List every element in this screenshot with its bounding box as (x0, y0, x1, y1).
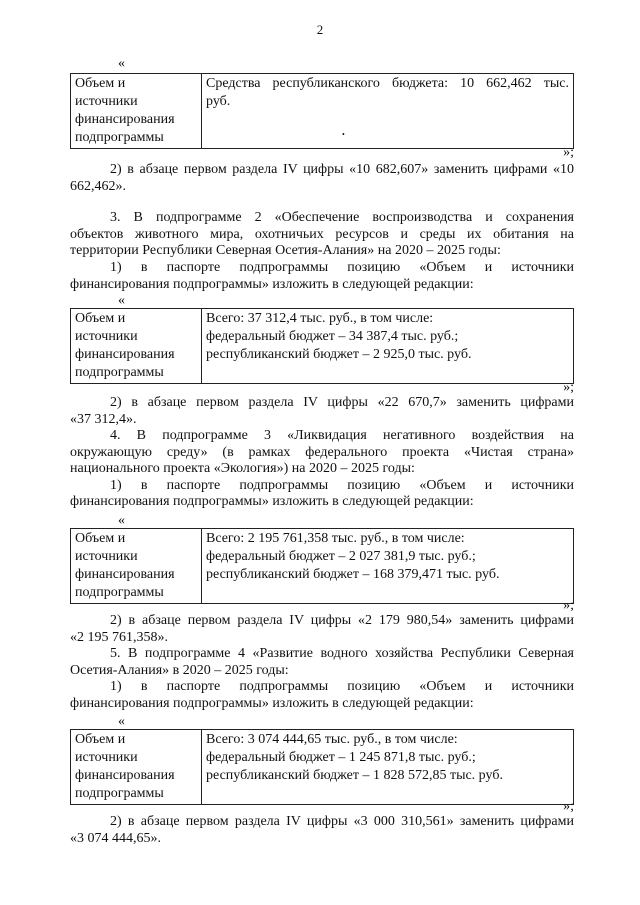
paragraph (70, 395, 574, 428)
paragraph (70, 210, 574, 260)
paragraph (70, 814, 574, 847)
label-line: источники (75, 750, 138, 765)
paragraph (70, 613, 574, 646)
text-line: 1) в паспорте подпрограммы позицию «Объем и источники (110, 260, 574, 275)
paragraph (70, 260, 574, 293)
passport-value-cell (202, 74, 574, 149)
passport-table-4 (70, 729, 574, 805)
label-line: подпрограммы (75, 786, 164, 801)
label-line: подпрограммы (75, 585, 164, 600)
value-line: республиканский бюджет – 168 379,471 тыс. руб. (206, 567, 500, 582)
value-line: Средства республиканского бюджета: 10 662,462 тыс. (206, 76, 569, 91)
label-line: Объем и (75, 531, 126, 546)
label-line: финансирования (75, 768, 175, 783)
close-quote: »; (563, 799, 574, 814)
passport-label-cell (71, 529, 202, 604)
text-line: 4. В подпрограмме 3 «Ликвидация негативного воздействия на (110, 428, 574, 443)
value-line: республиканский бюджет – 1 828 572,85 тыс. руб. (206, 768, 503, 783)
paragraph: 2) в абзаце первом раздела IV цифры «10 682,607» заменить цифрами «10 662,462». (70, 162, 574, 194)
paragraph (70, 428, 574, 511)
open-quote: « (118, 56, 125, 71)
text-line: «37 312,4». (70, 411, 137, 427)
close-quote: »; (563, 145, 574, 160)
text-line: Осетия-Алания» в 2020 – 2025 годы: (70, 662, 289, 678)
text-line: 1) в паспорте подпрограммы позицию «Объем и источники (110, 679, 574, 694)
value-line: республиканский бюджет – 2 925,0 тыс. руб. (206, 347, 472, 362)
open-quote: « (118, 714, 125, 729)
label-line: источники (75, 329, 138, 344)
value-line: руб. (206, 94, 231, 109)
close-quote: »; (563, 598, 574, 613)
passport-table-2 (70, 308, 574, 384)
paragraph (70, 646, 574, 712)
text-line: национального проекта «Экология») на 2020 – 2025 годы: (70, 461, 415, 476)
label-line: Объем и (75, 732, 126, 747)
text-line: 2) в абзаце первом раздела IV цифры «2 179 980,54» заменить цифрами (110, 613, 574, 628)
open-quote: « (118, 293, 125, 308)
close-quote: »; (563, 380, 574, 395)
label-line: источники (75, 94, 138, 109)
label-line: подпрограммы (75, 130, 164, 145)
stray-mark: • (342, 130, 345, 139)
text-line: 3. В подпрограмме 2 «Обеспечение воспроизводства и сохранения (110, 210, 574, 225)
passport-label-cell (71, 74, 202, 149)
text-line: окружающую среду» (в рамках федерального проекта «Чистая страна» (70, 444, 574, 460)
label-line: финансирования (75, 112, 175, 127)
passport-label-cell (71, 730, 202, 805)
text-line: финансирования подпрограммы» изложить в следующей редакции: (70, 695, 474, 711)
text-line: территории Республики Северная Осетия-Алания» на 2020 – 2025 годы: (70, 243, 501, 258)
value-line: федеральный бюджет – 34 387,4 тыс. руб.; (206, 329, 459, 344)
text-line: «3 074 444,65». (70, 830, 161, 846)
value-line: Всего: 3 074 444,65 тыс. руб., в том числе: (206, 732, 458, 747)
text-line: 5. В подпрограмме 4 «Развитие водного хозяйства Республики Северная (110, 646, 574, 661)
text-line: 2) в абзаце первом раздела IV цифры «3 000 310,561» заменить цифрами (110, 814, 574, 829)
page-number: 2 (316, 22, 324, 37)
passport-table-3 (70, 528, 574, 604)
text-line: «2 195 761,358». (70, 629, 168, 645)
open-quote: « (118, 513, 125, 528)
passport-value-cell (202, 730, 574, 805)
value-line: федеральный бюджет – 2 027 381,9 тыс. руб.; (206, 549, 476, 564)
text-line: финансирования подпрограммы» изложить в следующей редакции: (70, 494, 474, 509)
text-line: объектов животного мира, охотничьих ресурсов и среды их обитания на (70, 226, 574, 242)
passport-value-cell (202, 529, 574, 604)
passport-value-cell (202, 309, 574, 384)
text-line: 2) в абзаце первом раздела IV цифры «22 670,7» заменить цифрами (110, 395, 574, 410)
value-line: Всего: 37 312,4 тыс. руб., в том числе: (206, 311, 434, 326)
label-line: финансирования (75, 347, 175, 362)
label-line: Объем и (75, 311, 126, 326)
text-line: финансирования подпрограммы» изложить в следующей редакции: (70, 276, 474, 292)
passport-table-1 (70, 73, 574, 149)
label-line: подпрограммы (75, 365, 164, 380)
text-line: 1) в паспорте подпрограммы позицию «Объем и источники (110, 477, 574, 493)
passport-label-cell (71, 309, 202, 384)
value-line: федеральный бюджет – 1 245 871,8 тыс. руб.; (206, 750, 476, 765)
value-line: Всего: 2 195 761,358 тыс. руб., в том числе: (206, 531, 465, 546)
label-line: источники (75, 549, 138, 564)
label-line: финансирования (75, 567, 175, 582)
label-line: Объем и (75, 76, 126, 91)
